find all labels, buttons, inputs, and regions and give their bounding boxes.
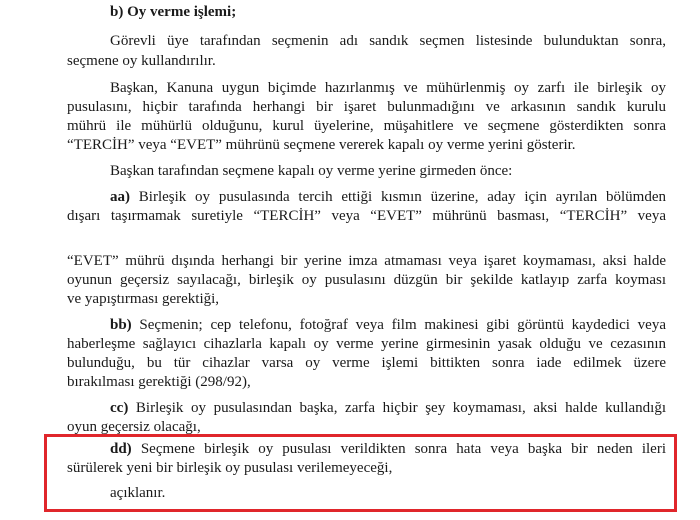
item-bb-line-2: haberleşme sağlayıcı cihazlarla kapalı oy verme yerine girmesinin yasak olduğu ve cezasının (67, 336, 666, 352)
paragraph-3: Başkan tarafından seçmene kapalı oy verme yerine girmeden önce: (110, 163, 513, 179)
paragraph-2-line-3: mührü ile mühürlü olduğunu, kurul üyelerine, müşahitlere ve seçmene gösterdikten sonra (67, 118, 666, 134)
item-dd-label: dd) (110, 441, 132, 457)
item-aa-line-1 (110, 188, 666, 206)
item-aa-line-2: dışarı taşırmamak suretiyle “TERCİH” veya “EVET” mührünü basması, “TERCİH” veya (67, 208, 666, 224)
item-bb-text-1: Seçmenin; cep telefonu, fotoğraf veya film makinesi gibi görüntü kaydedici veya (139, 317, 666, 333)
paragraph-2-line-1: Başkan, Kanuna uygun biçimde hazırlanmış ve mühürlenmiş oy zarfı ile birleşik oy (110, 80, 666, 96)
item-aa-line-5: ve yapıştırması gerektiği, (67, 291, 220, 307)
item-bb-line-1 (110, 316, 666, 334)
paragraph-1-line-2: seçmene oy kullandırılır. (67, 53, 216, 69)
item-aa-line-4: oyunun geçersiz sayılacağı, birleşik oy pusulasını düzgün bir şekilde katlayıp zarfa koyması (67, 272, 666, 288)
item-dd-line-1 (110, 440, 666, 458)
item-bb-line-4: bırakılması gerektiği (298/92), (67, 374, 251, 390)
section-heading: b) Oy verme işlemi; (110, 4, 237, 20)
item-dd-text-1: Seçmene birleşik oy pusulası verildikten sonra hata veya başka bir neden ileri (140, 441, 667, 457)
item-aa-label: aa) (110, 189, 130, 205)
item-cc-line-2: oyun geçersiz olacağı, (67, 419, 201, 435)
item-cc-text-1: Birleşik oy pusulasından başka, zarfa hiçbir şey koymaması, aksi halde kullandığı (135, 400, 666, 416)
item-cc-line-1 (110, 399, 666, 417)
item-bb-line-3: bulunduğu, bu tür cihazlar varsa oy verme işlemi bittikten sonra iade edilmek üzere (67, 355, 666, 371)
item-bb-label: bb) (110, 317, 132, 333)
item-cc-label: cc) (110, 400, 129, 416)
item-dd-line-2: sürülerek yeni bir birleşik oy pusulası verilemeyeceği, (67, 460, 393, 476)
paragraph-1-line-1: Görevli üye tarafından seçmenin adı sandık seçmen listesinde bulunduktan sonra, (110, 33, 666, 49)
item-aa-line-3: “EVET” mührü dışında herhangi bir yerine imza atmaması veya işaret koymaması, aksi halde (67, 253, 666, 269)
closing-text: açıklanır. (110, 485, 166, 501)
item-aa-text-1: Birleşik oy pusulasında tercih ettiği kısmın üzerine, aday için ayrılan bölümden (138, 189, 667, 205)
paragraph-2-line-2: pusulasını, hiçbir tarafında herhangi bir işaret bulunmadığını ve arkasının sandık kurulu (67, 99, 666, 115)
paragraph-2-line-4: “TERCİH” veya “EVET” mührünü seçmene vererek kapalı oy verme yerini gösterir. (67, 137, 576, 153)
